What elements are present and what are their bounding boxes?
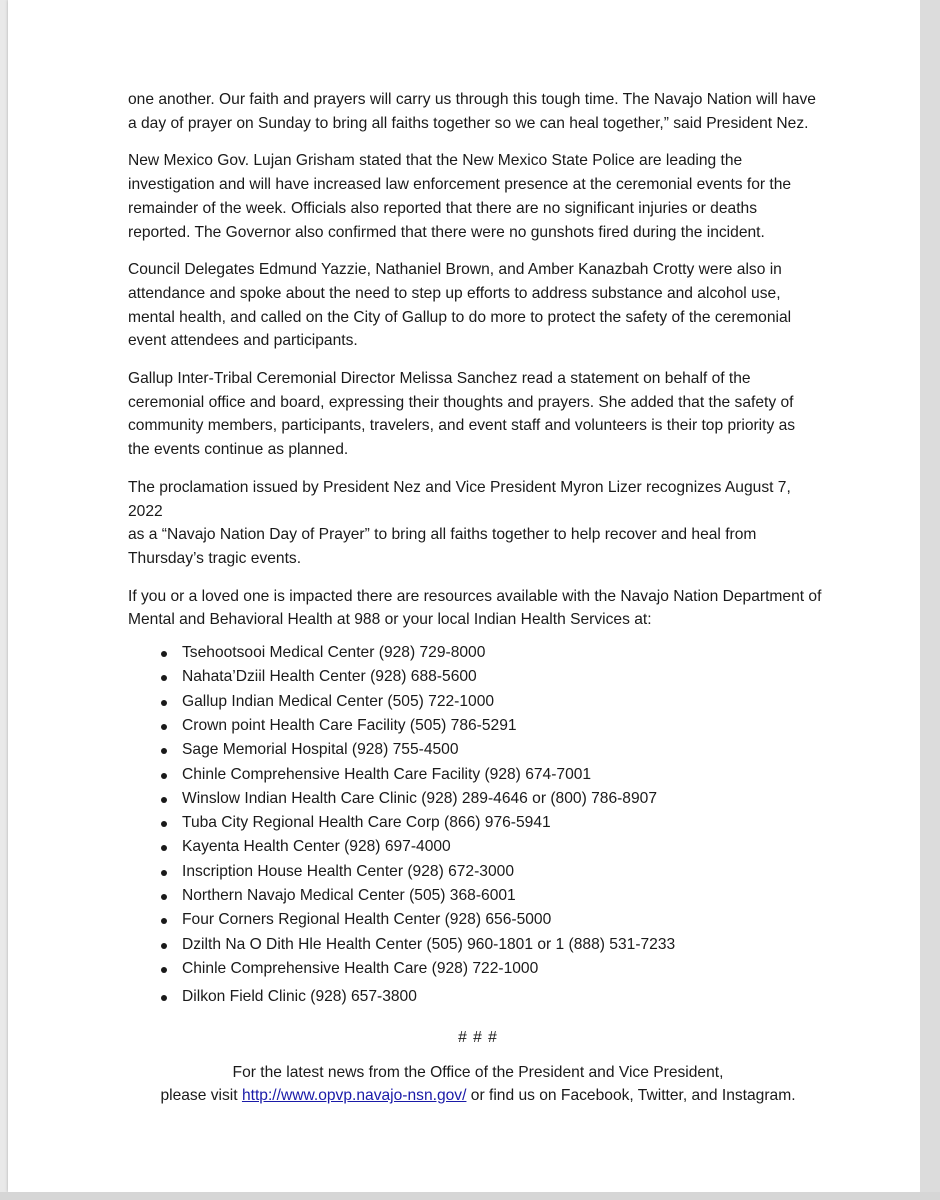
- list-item: Dzilth Na O Dith Hle Health Center (505) 960-1801 or 1 (888) 531-7233: [128, 933, 828, 957]
- paragraph-governor: New Mexico Gov. Lujan Grisham stated that the New Mexico State Police are leading the investigation and will have increased law enforcement presence at the ceremonial events for the remainder of the week. Officials also reported that there are no significant injuries or deaths reported. The Governor also confirmed that there were no gunshots fired during the incident.: [128, 152, 792, 241]
- list-item: Winslow Indian Health Care Clinic (928) 289-4646 or (800) 786-8907: [128, 787, 828, 811]
- list-item: Crown point Health Care Facility (505) 786-5291: [128, 714, 828, 738]
- list-item: Chinle Comprehensive Health Care Facility (928) 674-7001: [128, 763, 828, 787]
- resource-list: [128, 641, 828, 1009]
- paragraph-resources-intro: If you or a loved one is impacted there are resources available with the Navajo Nation Department of Mental and Behavioral Health at 988 or your local Indian Health Services at:: [128, 587, 822, 629]
- list-item: Tsehootsooi Medical Center (928) 729-8000: [128, 641, 828, 665]
- list-item: Gallup Indian Medical Center (505) 722-1000: [128, 690, 828, 714]
- list-item: Tuba City Regional Health Care Corp (866) 976-5941: [128, 811, 828, 835]
- list-item: Chinle Comprehensive Health Care (928) 722-1000: [128, 957, 828, 981]
- footer: [128, 1061, 828, 1107]
- list-item: Nahata’Dziil Health Center (928) 688-5600: [128, 665, 828, 689]
- list-item: Sage Memorial Hospital (928) 755-4500: [128, 738, 828, 762]
- document-body: [128, 88, 828, 1107]
- document-page: [8, 0, 920, 1192]
- paragraph-proclamation: The proclamation issued by President Nez and Vice President Myron Lizer recognizes August 7, 2022 as a “Navajo Nation Day of Prayer” to bring all faiths together to help recover and heal from Thursday’s tragic events.: [128, 478, 791, 567]
- website-link[interactable]: http://www.opvp.navajo-nsn.gov/: [241, 1087, 467, 1105]
- list-item: Kayenta Health Center (928) 697-4000: [128, 835, 828, 859]
- paragraph-council-delegates: Council Delegates Edmund Yazzie, Nathaniel Brown, and Amber Kanazbah Crotty were also in attendance and spoke about the need to step up efforts to address substance and alcohol use, mental health, and called on the City of Gallup to do more to protect the safety of the ceremonial event attendees and participants.: [128, 261, 792, 350]
- paragraph-ceremonial-director: Gallup Inter-Tribal Ceremonial Director Melissa Sanchez read a statement on behalf of the ceremonial office and board, expressing their thoughts and prayers. She added that the safety of community members, participants, travelers, and event staff and volunteers is their top priority as the events continue as planned.: [128, 370, 796, 459]
- page-bottom-edge: [0, 1192, 940, 1200]
- paragraph-prayer: one another. Our faith and prayers will carry us through this tough time. The Navajo Nation will have a day of prayer on Sunday to bring all faiths together so we can heal together,” said President Nez.: [128, 91, 816, 132]
- list-item: Dilkon Field Clinic (928) 657-3800: [128, 985, 828, 1009]
- footer-line: For the latest news from the Office of the President and Vice President,: [232, 1064, 724, 1082]
- list-item: Inscription House Health Center (928) 672-3000: [128, 860, 828, 884]
- end-separator: # # #: [458, 1028, 498, 1046]
- footer-prefix: please visit: [160, 1087, 242, 1105]
- footer-suffix: or find us on Facebook, Twitter, and Instagram.: [466, 1087, 796, 1105]
- viewer-margin: [920, 0, 940, 1200]
- footer-visit-line: [128, 1084, 828, 1107]
- list-item: Northern Navajo Medical Center (505) 368-6001: [128, 884, 828, 908]
- list-item: Four Corners Regional Health Center (928) 656-5000: [128, 908, 828, 932]
